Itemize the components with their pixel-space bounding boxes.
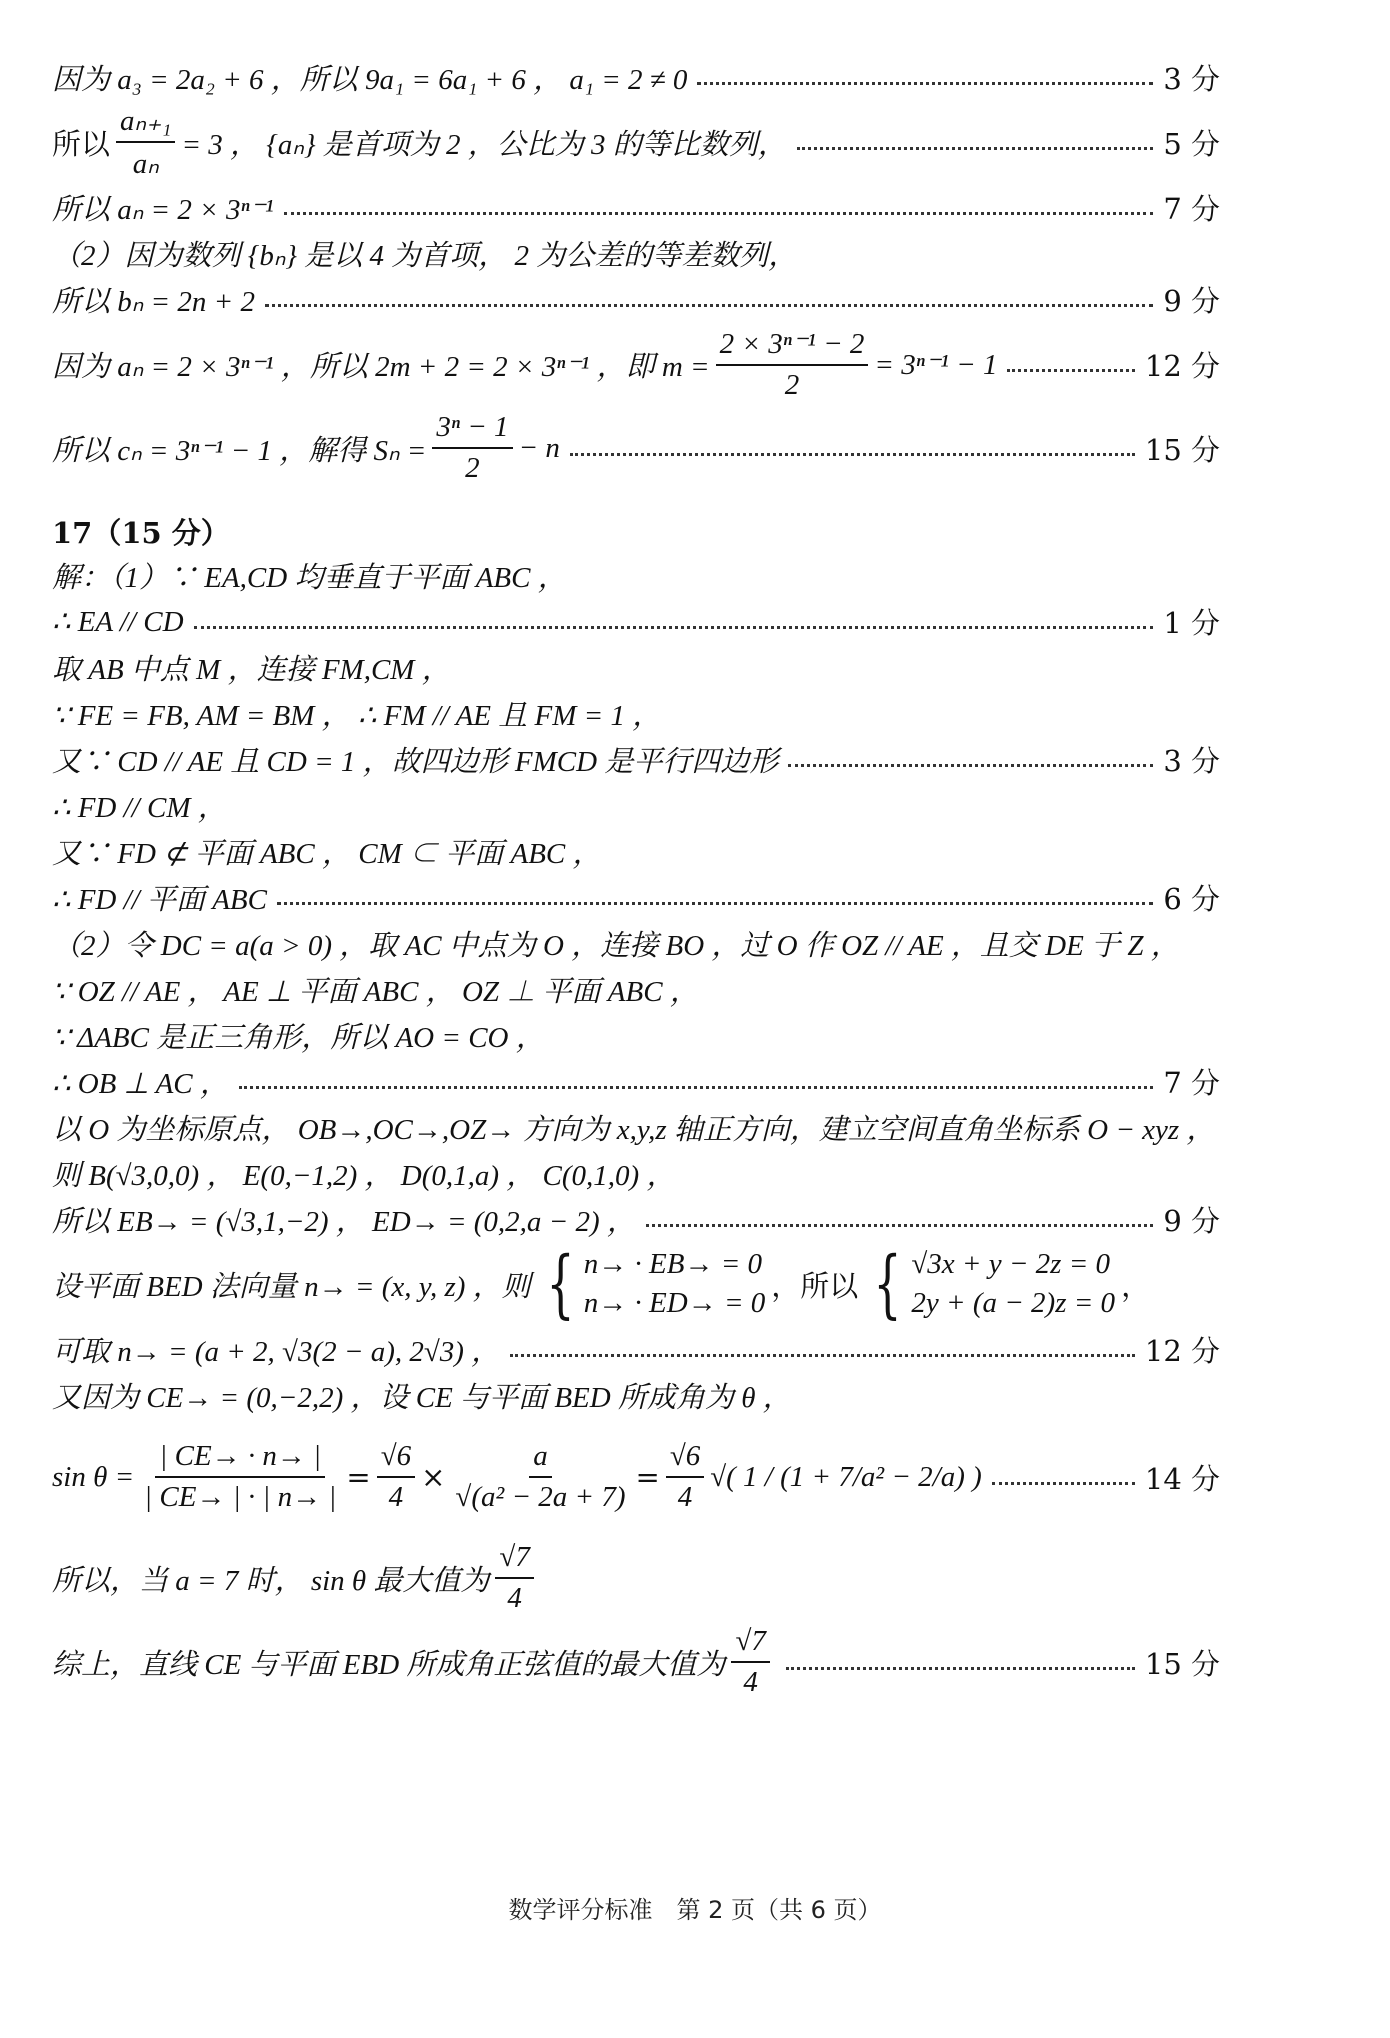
text: 所以 bₙ = 2n + 2 bbox=[52, 285, 255, 318]
text: = bbox=[635, 1460, 660, 1494]
score: 5 分 bbox=[1163, 126, 1220, 161]
leader-dots bbox=[284, 212, 1154, 215]
q17-line bbox=[52, 966, 1220, 1012]
section-heading bbox=[52, 490, 1220, 552]
leader-dots bbox=[788, 764, 1153, 767]
q17-line bbox=[52, 1104, 1220, 1150]
text: 又∵ FD ⊄ 平面 ABC ， CM ⊂ 平面 ABC ， bbox=[52, 837, 602, 870]
denominator: 4 bbox=[743, 1666, 758, 1698]
leader-dots bbox=[797, 147, 1154, 150]
text: （2）因为数列 {bₙ} 是以 4 为首项， 2 为公差的等差数列， bbox=[52, 239, 798, 272]
text: ∴ EA // CD bbox=[52, 605, 184, 638]
text: × bbox=[421, 1460, 446, 1494]
leader-dots bbox=[510, 1354, 1135, 1357]
normal-vector-line bbox=[52, 1242, 1220, 1326]
text: ∵ ΔABC 是正三角形，所以 AO = CO ， bbox=[52, 1021, 545, 1054]
text: √( 1 / (1 + 7/a² − 2/a) ) bbox=[710, 1460, 982, 1493]
q17-line bbox=[52, 1012, 1220, 1058]
text: − n bbox=[518, 431, 560, 464]
text: 所以 bbox=[52, 126, 111, 161]
q17-line bbox=[52, 1372, 1220, 1418]
text: 因为 a₃ = 2a₂ + 6 ，所以 9a₁ = 6a₁ + 6 ， a₁ = 2 ≠ 0 bbox=[52, 63, 688, 96]
score: 7 分 bbox=[1163, 191, 1220, 226]
numerator: √6 bbox=[377, 1440, 415, 1478]
fraction bbox=[495, 1541, 533, 1615]
text: = bbox=[346, 1460, 371, 1494]
line-sn bbox=[52, 406, 1220, 490]
fraction bbox=[432, 411, 512, 485]
sin-theta-line bbox=[52, 1418, 1220, 1536]
text: sin θ = bbox=[52, 1460, 135, 1493]
score: 14 分 bbox=[1144, 1461, 1220, 1496]
q17-line bbox=[52, 920, 1220, 966]
line-ratio bbox=[52, 100, 1220, 184]
numerator: | CE→ · n→ | bbox=[155, 1440, 325, 1478]
text: 所以，当 a = 7 时， sin θ 最大值为 bbox=[52, 1564, 490, 1597]
q17-line bbox=[52, 644, 1220, 690]
q17-line bbox=[52, 1058, 1220, 1104]
text: 又∵ CD // AE 且 CD = 1 ，故四边形 FMCD 是平行四边形 bbox=[52, 745, 779, 778]
leader-dots bbox=[1007, 369, 1134, 372]
text: ，所以 bbox=[771, 1268, 859, 1303]
q17-line bbox=[52, 874, 1220, 920]
score: 3 分 bbox=[1163, 61, 1220, 96]
text: 所以 cₙ = 3ⁿ⁻¹ − 1 ，解得 Sₙ = bbox=[52, 434, 427, 467]
numerator: aₙ₊₁ bbox=[116, 103, 175, 143]
leader-dots bbox=[277, 902, 1153, 905]
equation-system bbox=[537, 1241, 766, 1327]
text: （2）令 DC = a(a > 0) ，取 AC 中点为 O ，连接 BO ，过 O 作 OZ // AE ，且交 DE 于 Z ， bbox=[52, 929, 1180, 962]
final-line bbox=[52, 1620, 1220, 1704]
q17-line bbox=[52, 1196, 1220, 1242]
equation: √3x + y − 2z = 0 bbox=[911, 1248, 1111, 1280]
text: 取 AB 中点 M ，连接 FM,CM ， bbox=[52, 653, 451, 686]
denominator: | CE→ | · | n→ | bbox=[144, 1481, 337, 1513]
denominator: 4 bbox=[388, 1481, 404, 1513]
leader-dots bbox=[697, 82, 1153, 85]
q17-line bbox=[52, 736, 1220, 782]
equation: n→ · ED→ = 0 bbox=[583, 1287, 766, 1319]
text: 设平面 BED 法向量 n→ = (x, y, z) ，则 bbox=[52, 1270, 531, 1303]
score: 12 分 bbox=[1144, 348, 1220, 383]
fraction bbox=[731, 1625, 769, 1699]
fraction bbox=[377, 1440, 415, 1514]
numerator: √6 bbox=[666, 1440, 704, 1478]
page-footer: 数学评分标准 第 2 页（共 6 页） bbox=[508, 1896, 882, 1924]
q17-line bbox=[52, 1150, 1220, 1196]
fraction bbox=[451, 1440, 629, 1514]
text: 以 O 为坐标原点， OB→,OC→,OZ→ 方向为 x,y,z 轴正方向，建立空间直角坐标系 O − xyz ， bbox=[52, 1113, 1216, 1146]
score: 9 分 bbox=[1163, 283, 1220, 318]
numerator: 2 × 3ⁿ⁻¹ − 2 bbox=[716, 326, 869, 366]
fraction bbox=[666, 1440, 704, 1514]
text: 因为 aₙ = 2 × 3ⁿ⁻¹ ，所以 2m + 2 = 2 × 3ⁿ⁻¹ ，即 m = bbox=[52, 350, 710, 383]
equation: 2y + (a − 2)z = 0 bbox=[911, 1287, 1116, 1319]
line-m bbox=[52, 322, 1220, 406]
q17-line bbox=[52, 552, 1220, 598]
line-bn-intro bbox=[52, 230, 1220, 276]
score: 9 分 bbox=[1163, 1203, 1220, 1238]
text: ∵ OZ // AE ， AE ⊥ 平面 ABC ， OZ ⊥ 平面 ABC ， bbox=[52, 975, 699, 1008]
score: 15 分 bbox=[1144, 1646, 1220, 1681]
text: 所以 EB→ = (√3,1,−2) ， ED→ = (0,2,a − 2) ， bbox=[52, 1205, 636, 1238]
section-title: 17（15 分） bbox=[52, 516, 230, 550]
fraction bbox=[140, 1440, 340, 1514]
leader-dots bbox=[194, 626, 1154, 629]
equation-system bbox=[864, 1241, 1116, 1327]
equation: n→ · EB→ = 0 bbox=[583, 1248, 763, 1280]
text: = 3ⁿ⁻¹ − 1 bbox=[874, 348, 998, 381]
line-an bbox=[52, 184, 1220, 230]
text: ∴ FD // CM ， bbox=[52, 791, 227, 824]
max-line bbox=[52, 1536, 1220, 1620]
leader-dots bbox=[992, 1482, 1135, 1485]
numerator: √7 bbox=[731, 1625, 769, 1663]
text: 可取 n→ = (a + 2, √3(2 − a), 2√3) ， bbox=[52, 1335, 501, 1368]
line-bn bbox=[52, 276, 1220, 322]
denominator: aₙ bbox=[132, 148, 159, 180]
text: 综上，直线 CE 与平面 EBD 所成角正弦值的最大值为 bbox=[52, 1648, 726, 1681]
text: 解：（1）∵ EA,CD 均垂直于平面 ABC ， bbox=[52, 561, 567, 594]
q17-line bbox=[52, 598, 1220, 644]
denominator: 4 bbox=[507, 1582, 522, 1614]
q17-line bbox=[52, 782, 1220, 828]
q17-line bbox=[52, 828, 1220, 874]
q17-line bbox=[52, 690, 1220, 736]
score: 7 分 bbox=[1163, 1065, 1220, 1100]
score: 1 分 bbox=[1163, 605, 1220, 640]
brace: { bbox=[546, 1241, 575, 1327]
text: ∴ FD // 平面 ABC bbox=[52, 883, 267, 916]
fraction bbox=[716, 326, 869, 402]
text: 又因为 CE→ = (0,−2,2) ，设 CE 与平面 BED 所成角为 θ ， bbox=[52, 1381, 792, 1414]
leader-dots bbox=[239, 1086, 1153, 1089]
score: 3 分 bbox=[1163, 743, 1220, 778]
denominator: 2 bbox=[784, 369, 800, 401]
leader-dots bbox=[570, 453, 1135, 456]
denominator: 4 bbox=[677, 1481, 693, 1513]
text: 则 B(√3,0,0) ， E(0,−1,2) ， D(0,1,a) ， C(0,1,0) ， bbox=[52, 1159, 676, 1192]
numerator: √7 bbox=[495, 1541, 533, 1579]
numerator: 3ⁿ − 1 bbox=[432, 411, 512, 449]
brace: { bbox=[873, 1241, 902, 1327]
text: 所以 aₙ = 2 × 3ⁿ⁻¹ bbox=[52, 193, 274, 226]
text: ∴ OB ⊥ AC ， bbox=[52, 1067, 229, 1100]
leader-dots bbox=[786, 1667, 1135, 1670]
text: ∵ FE = FB, AM = BM ， ∴ FM // AE 且 FM = 1 ， bbox=[52, 699, 662, 732]
text: ， bbox=[1121, 1268, 1151, 1303]
score: 6 分 bbox=[1163, 881, 1220, 916]
denominator: √(a² − 2a + 7) bbox=[455, 1481, 626, 1513]
score: 12 分 bbox=[1144, 1333, 1220, 1368]
leader-dots bbox=[265, 304, 1153, 307]
q17-line bbox=[52, 1326, 1220, 1372]
leader-dots bbox=[646, 1224, 1153, 1227]
text: = 3 ， {aₙ} 是首项为 2 ，公比为 3 的等比数列， bbox=[181, 128, 787, 161]
fraction bbox=[116, 103, 175, 181]
denominator: 2 bbox=[465, 452, 480, 484]
line-a3 bbox=[52, 54, 1220, 100]
score: 15 分 bbox=[1144, 432, 1220, 467]
numerator: a bbox=[529, 1440, 552, 1478]
